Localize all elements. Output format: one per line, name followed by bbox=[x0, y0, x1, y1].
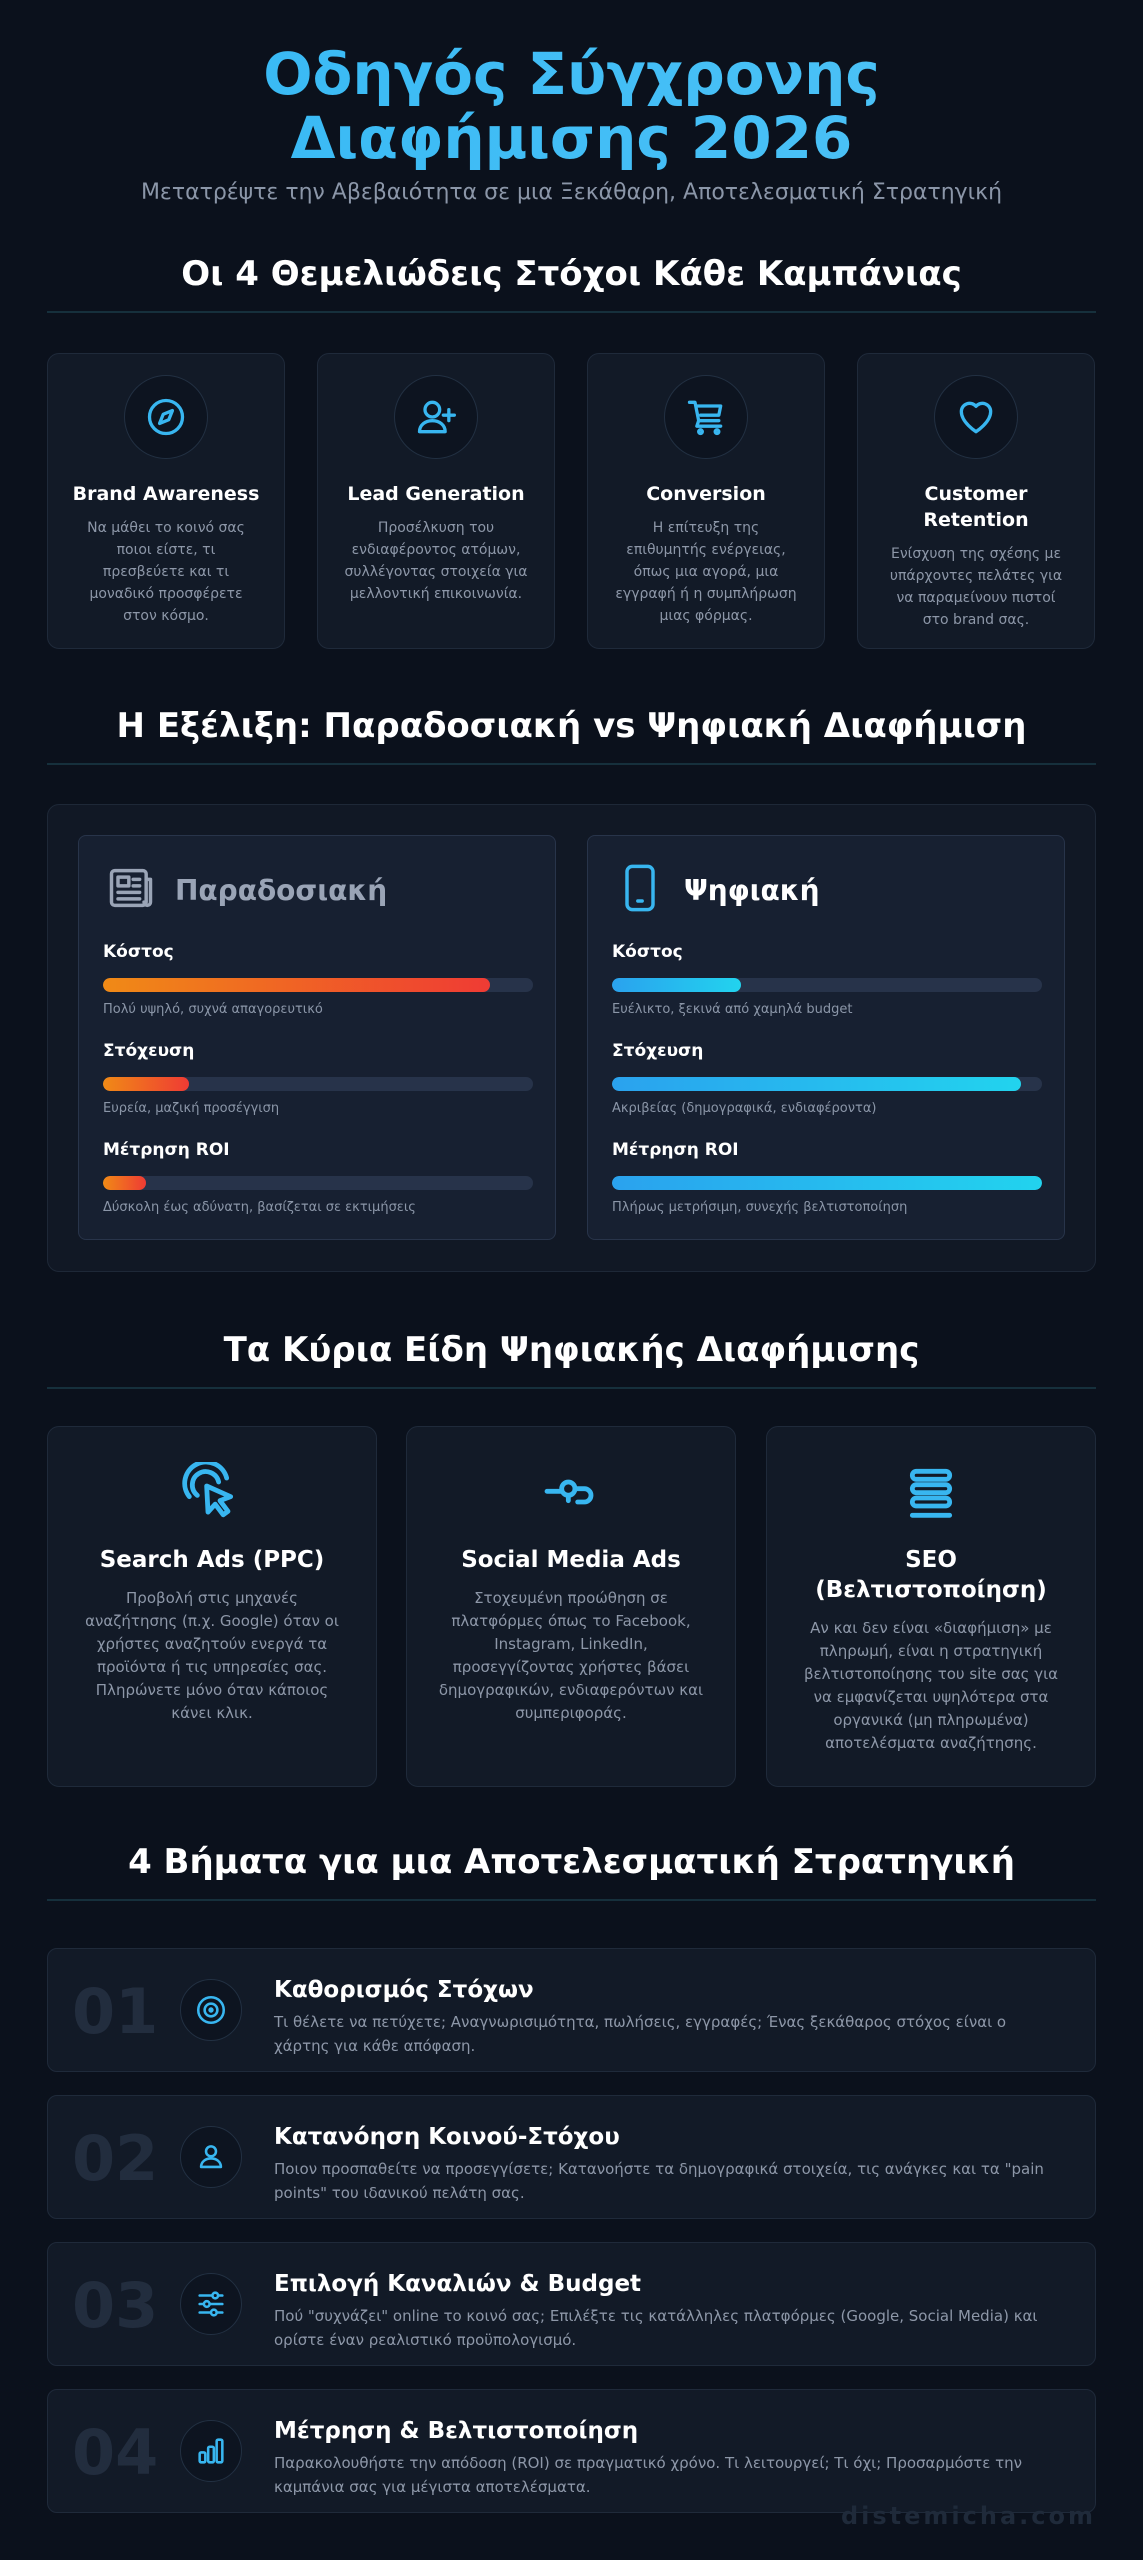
comparison-divider bbox=[47, 763, 1096, 765]
metric-label: Κόστος bbox=[103, 942, 174, 962]
metric-label: Στόχευση bbox=[103, 1041, 195, 1061]
step-text: Τι θέλετε να πετύχετε; Αναγνωρισιμότητα, πωλήσεις, εγγραφές; Ένας ξεκάθαρος στόχος είναι ο χάρτης για κάθε απόφαση. bbox=[274, 2013, 1007, 2055]
header bbox=[0, 42, 1143, 205]
traditional-header bbox=[105, 862, 387, 918]
type-text: Προβολή στις μηχανές αναζήτησης (π.χ. Google) όταν οι χρήστες αναζητούν ενεργά τα προϊόντα ή τις υπηρεσίες σας. Πληρώνετε μόνο όταν κάποιος κάνει κλικ. bbox=[85, 1589, 339, 1722]
goals-section-title: Οι 4 Θεμελιώδεις Στόχοι Κάθε Καμπάνιας bbox=[181, 254, 962, 294]
metric-bar-fill bbox=[103, 1077, 189, 1091]
heart-icon bbox=[934, 375, 1018, 459]
metric-note: Δύσκολη έως αδύνατη, βασίζεται σε εκτιμήσεις bbox=[103, 1200, 416, 1215]
step-number: 03 bbox=[72, 2269, 159, 2342]
traditional-column bbox=[78, 835, 556, 1240]
pointer-click-icon bbox=[177, 1459, 247, 1529]
traditional-metric-targeting bbox=[103, 1041, 533, 1116]
traditional-metric-roi bbox=[103, 1140, 533, 1215]
metric-label: Μέτρηση ROI bbox=[103, 1140, 230, 1160]
step-number: 02 bbox=[72, 2122, 159, 2195]
goal-title: Brand Awareness bbox=[72, 483, 260, 505]
goal-card-customer-retention bbox=[857, 353, 1095, 649]
types-section-title: Τα Κύρια Είδη Ψηφιακής Διαφήμισης bbox=[223, 1330, 920, 1370]
comparison-section-title: Η Εξέλιξη: Παραδοσιακή vs Ψηφιακή Διαφήμιση bbox=[116, 706, 1027, 746]
type-card-social-media-ads bbox=[406, 1426, 736, 1787]
goal-text: Να μάθει το κοινό σας ποιοι είστε, τι πρεσβεύετε και τι μοναδικό προσφέρετε στον κόσμο. bbox=[87, 520, 245, 624]
traditional-title: Παραδοσιακή bbox=[175, 873, 388, 907]
audience-icon bbox=[180, 2126, 242, 2188]
metric-note: Πλήρως μετρήσιμη, συνεχής βελτιστοποίηση bbox=[612, 1200, 908, 1215]
metric-note: Ακριβείας (δημογραφικά, ενδιαφέροντα) bbox=[612, 1101, 877, 1116]
metric-bar-track bbox=[612, 1176, 1042, 1190]
footer-brand: distemicha.com bbox=[840, 2502, 1096, 2530]
step-title: Κατανόηση Κοινού-Στόχου bbox=[274, 2124, 620, 2150]
digital-metric-targeting bbox=[612, 1041, 1042, 1116]
metric-label: Κόστος bbox=[612, 942, 683, 962]
step-card-2 bbox=[47, 2095, 1096, 2219]
smartphone-icon bbox=[614, 862, 666, 918]
bar-chart-icon bbox=[180, 2420, 242, 2482]
metric-bar-fill bbox=[103, 978, 490, 992]
metric-note: Ευρεία, μαζική προσέγγιση bbox=[103, 1101, 280, 1116]
type-title: Social Media Ads bbox=[461, 1547, 681, 1573]
step-card-4 bbox=[47, 2389, 1096, 2513]
metric-label: Στόχευση bbox=[612, 1041, 704, 1061]
goal-text: Ενίσχυση της σχέσης με υπάρχοντες πελάτες για να παραμείνουν πιστοί στο brand σας. bbox=[889, 546, 1063, 628]
type-card-seo bbox=[766, 1426, 1096, 1787]
step-title: Επιλογή Καναλιών & Budget bbox=[274, 2271, 642, 2297]
metric-note: Ευέλικτο, ξεκινά από χαμηλά budget bbox=[612, 1002, 853, 1017]
goal-card-brand-awareness bbox=[47, 353, 285, 649]
digital-metric-cost bbox=[612, 942, 1042, 1017]
step-text: Ποιον προσπαθείτε να προσεγγίσετε; Κατανοήστε τα δημογραφικά στοιχεία, τις ανάγκες και τα "pain points" του ιδανικού πελάτη σας. bbox=[274, 2160, 1044, 2202]
goal-card-conversion bbox=[587, 353, 825, 649]
target-icon bbox=[180, 1979, 242, 2041]
metric-bar-track bbox=[612, 978, 1042, 992]
step-card-1 bbox=[47, 1948, 1096, 2072]
goal-text: Προσέλκυση του ενδιαφέροντος ατόμων, συλλέγοντας στοιχεία για μελλοντική επικοινωνία. bbox=[344, 520, 528, 602]
metric-bar-track bbox=[103, 1176, 533, 1190]
metric-note: Πολύ υψηλό, συχνά απαγορευτικό bbox=[103, 1002, 323, 1017]
metric-bar-track bbox=[103, 978, 533, 992]
goal-title: Customer Retention bbox=[923, 483, 1029, 531]
metric-bar-fill bbox=[103, 1176, 146, 1190]
goal-card-lead-generation bbox=[317, 353, 555, 649]
type-card-search-ads bbox=[47, 1426, 377, 1787]
type-title: Search Ads (PPC) bbox=[99, 1547, 325, 1573]
goals-divider bbox=[47, 311, 1096, 313]
step-text: Πού "συχνάζει" online το κοινό σας; Επιλέξτε τις κατάλληλες πλατφόρμες (Google, Social Media) και ορίστε έναν ρεαλιστικό προϋπολογισμό. bbox=[274, 2307, 1038, 2349]
types-divider bbox=[47, 1387, 1096, 1389]
digital-column bbox=[587, 835, 1065, 1240]
digital-title: Ψηφιακή bbox=[684, 873, 820, 907]
user-plus-icon bbox=[394, 375, 478, 459]
goal-title: Lead Generation bbox=[347, 483, 525, 505]
steps-divider bbox=[47, 1899, 1096, 1901]
list-ranking-icon bbox=[896, 1459, 966, 1529]
metric-bar-fill bbox=[612, 978, 741, 992]
goal-text: Η επίτευξη της επιθυμητής ενέργειας, όπως μια αγορά, μια εγγραφή ή η συμπλήρωση μιας φόρμας. bbox=[615, 520, 797, 624]
type-title: SEO (Βελτιστοποίηση) bbox=[815, 1547, 1047, 1603]
cart-icon bbox=[664, 375, 748, 459]
step-text: Παρακολουθήστε την απόδοση (ROI) σε πραγματικό χρόνο. Τι λειτουργεί; Τι όχι; Προσαρμόστε την καμπάνια σας για μέγιστα αποτελέσματα. bbox=[274, 2454, 1022, 2496]
goal-title: Conversion bbox=[646, 483, 766, 505]
social-share-icon bbox=[536, 1459, 606, 1529]
compass-icon bbox=[124, 375, 208, 459]
metric-label: Μέτρηση ROI bbox=[612, 1140, 739, 1160]
metric-bar-track bbox=[612, 1077, 1042, 1091]
type-text: Στοχευμένη προώθηση σε πλατφόρμες όπως το Facebook, Instagram, LinkedIn, προσεγγίζοντας χρήστες βάσει δημογραφικών, ενδιαφερόντων και συμπεριφοράς. bbox=[438, 1589, 704, 1722]
newspaper-icon bbox=[105, 862, 157, 918]
step-title: Καθορισμός Στόχων bbox=[274, 1977, 534, 2003]
step-number: 01 bbox=[72, 1975, 159, 2048]
comparison-panel bbox=[47, 804, 1096, 1272]
metric-bar-track bbox=[103, 1077, 533, 1091]
type-text: Αν και δεν είναι «διαφήμιση» με πληρωμή, είναι η στρατηγική βελτιστοποίησης του site σας για να εμφανίζεται υψηλότερα στα οργανικά (μη πληρωμένα) αποτελέσματα αναζήτησης. bbox=[803, 1619, 1059, 1752]
digital-metric-roi bbox=[612, 1140, 1042, 1215]
page-subtitle: Μετατρέψτε την Αβεβαιότητα σε μια Ξεκάθαρη, Αποτελεσματική Στρατηγική bbox=[140, 180, 1003, 205]
metric-bar-fill bbox=[612, 1077, 1021, 1091]
traditional-metric-cost bbox=[103, 942, 533, 1017]
page-title: Οδηγός Σύγχρονης Διαφήμισης 2026 bbox=[72, 42, 1072, 170]
digital-header bbox=[614, 862, 820, 918]
steps-section-title: 4 Βήματα για μια Αποτελεσματική Στρατηγική bbox=[128, 1842, 1015, 1882]
metric-bar-fill bbox=[612, 1176, 1042, 1190]
sliders-icon bbox=[180, 2273, 242, 2335]
step-number: 04 bbox=[72, 2416, 159, 2489]
step-title: Μέτρηση & Βελτιστοποίηση bbox=[274, 2418, 639, 2444]
step-card-3 bbox=[47, 2242, 1096, 2366]
